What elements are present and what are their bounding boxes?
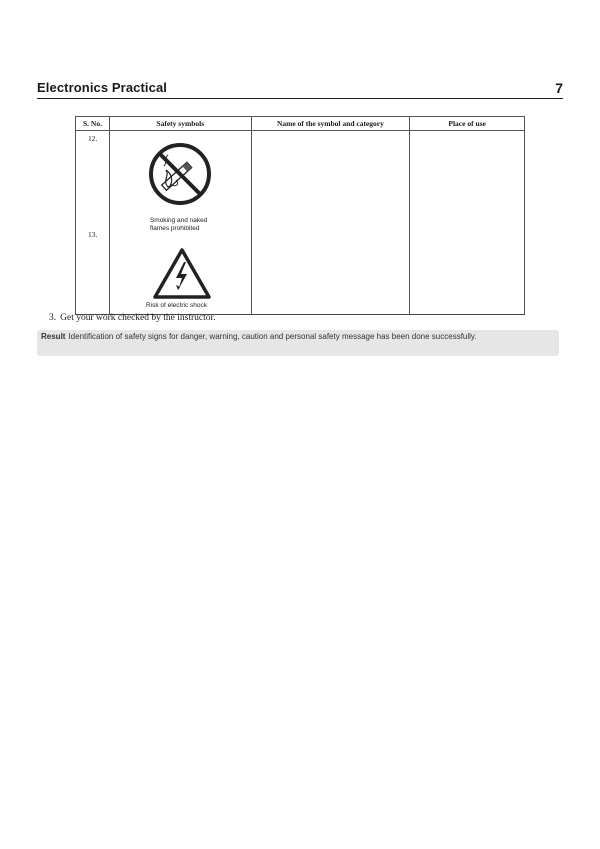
page-number: 7 — [555, 80, 563, 96]
sno-cell — [76, 131, 110, 315]
symbol-12-caption-line1: Smoking and naked — [149, 217, 208, 224]
column-header-sno: S. No. — [76, 117, 110, 131]
table-row — [76, 131, 525, 315]
instruction-step — [49, 313, 216, 323]
name-cell — [251, 131, 410, 315]
symbol-12-caption-line2: flames prohibited — [149, 225, 200, 232]
step-text: Get your work checked by the instructor. — [60, 313, 216, 323]
result-box — [37, 330, 559, 356]
place-cell — [410, 131, 525, 315]
symbol-13-caption: Risk of electric shock — [145, 302, 207, 309]
column-header-name: Name of the symbol and category — [251, 117, 410, 131]
page-title: Electronics Practical — [37, 80, 167, 95]
no-smoking-sign-icon — [146, 140, 214, 208]
row-13-number: 13. — [88, 230, 98, 239]
column-header-place: Place of use — [410, 117, 525, 131]
electric-shock-warning-icon — [151, 247, 213, 301]
step-number: 3. — [49, 313, 57, 323]
result-text: Identification of safety signs for danger, warning, caution and personal safety message has been done successfully. — [68, 332, 477, 341]
column-header-symbols: Safety symbols — [109, 117, 251, 131]
safety-symbols-table — [75, 116, 525, 315]
symbols-cell — [109, 131, 251, 315]
page-header — [37, 80, 563, 99]
result-label: Result — [41, 332, 66, 341]
row-12-number: 12. — [88, 134, 98, 143]
